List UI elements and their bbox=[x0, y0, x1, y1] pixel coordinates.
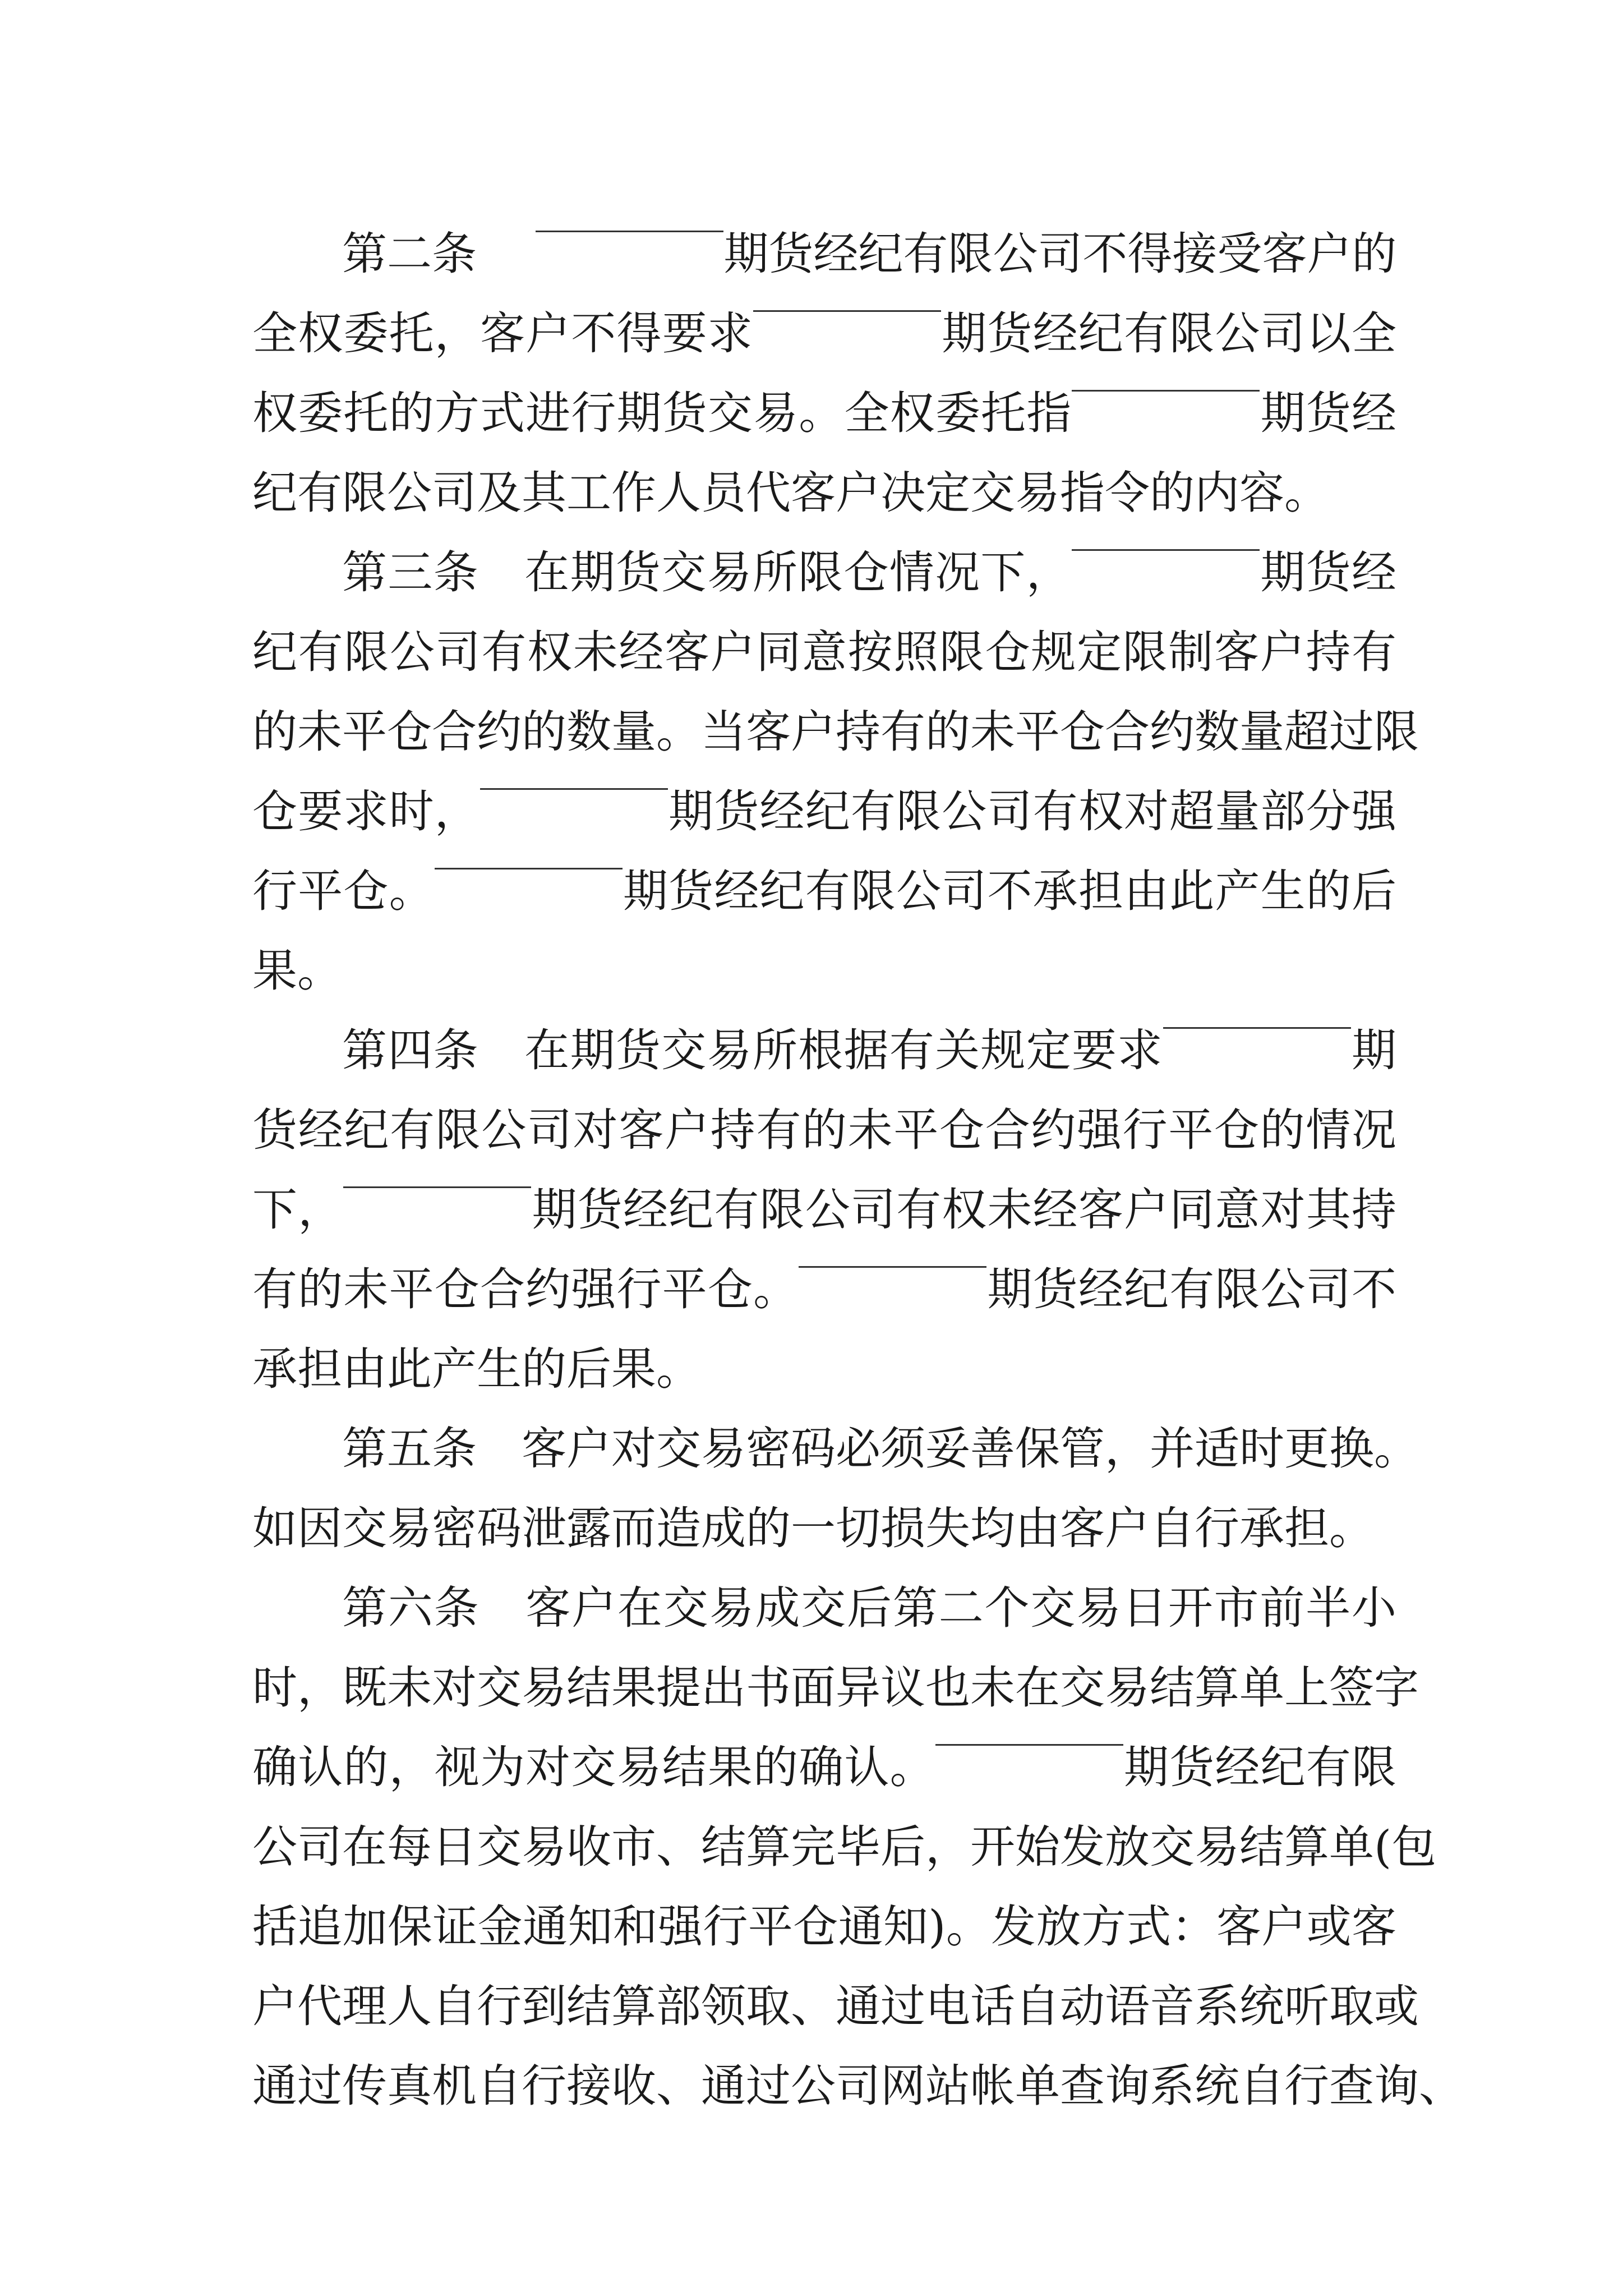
article-6-paragraph bbox=[252, 1568, 1464, 2126]
text-segment: 第六条 客户在交易成交后第二个交易日开市前半小 bbox=[342, 1582, 1396, 1634]
text-line bbox=[252, 1091, 1396, 1170]
text-segment: 全权委托，客户不得要求 bbox=[252, 307, 754, 360]
text-segment: 果。 bbox=[252, 945, 342, 997]
contract-text bbox=[252, 214, 1464, 2126]
text-line bbox=[252, 692, 1419, 772]
text-line bbox=[252, 2046, 1464, 2126]
text-segment: 下， bbox=[252, 1184, 344, 1236]
text-segment: 权委托的方式进行期货交易。全权委托指 bbox=[252, 387, 1072, 439]
text-segment: 承担由此产生的后果。 bbox=[252, 1343, 701, 1395]
text-line bbox=[252, 533, 1396, 613]
text-segment: 期货经纪有限公司不 bbox=[986, 1263, 1397, 1315]
text-line bbox=[252, 1648, 1419, 1728]
text-segment: 有的未平仓合约强行平仓。 bbox=[252, 1263, 799, 1315]
text-segment: 的未平仓合约的数量。当客户持有的未平仓合约数量超过限 bbox=[252, 706, 1419, 758]
text-segment: 纪有限公司及其工作人员代客户决定交易指令的内容。 bbox=[252, 467, 1329, 519]
text-segment: 期 bbox=[1350, 1024, 1397, 1076]
text-segment: 括追加保证金通知和强行平仓通知)。发放方式：客户或客 bbox=[252, 1901, 1396, 1953]
text-line bbox=[252, 1170, 1396, 1250]
text-segment: 期货经 bbox=[1260, 387, 1397, 439]
text-segment: 通过传真机自行接收、通过公司网站帐单查询系统自行查询、 bbox=[252, 2060, 1464, 2112]
fill-in-blank bbox=[435, 867, 623, 869]
text-segment: 期货经纪有限公司以全 bbox=[941, 307, 1397, 360]
text-line bbox=[252, 453, 1396, 533]
fill-in-blank bbox=[1072, 389, 1260, 392]
text-line bbox=[252, 1011, 1396, 1091]
text-line bbox=[252, 1489, 1396, 1568]
text-segment: 货经纪有限公司对客户持有的未平仓合约强行平仓的情况 bbox=[252, 1104, 1396, 1156]
text-segment: 期货经纪有限公司不承担由此产生的后 bbox=[622, 865, 1397, 917]
text-line bbox=[252, 1807, 1437, 1887]
text-line bbox=[252, 214, 1396, 294]
text-line bbox=[252, 374, 1396, 453]
text-segment: 第四条 在期货交易所根据有关规定要求 bbox=[342, 1024, 1163, 1076]
article-2-paragraph bbox=[252, 214, 1396, 533]
text-segment: 第二条 bbox=[342, 228, 536, 280]
article-4-paragraph bbox=[252, 1011, 1396, 1409]
fill-in-blank bbox=[480, 788, 668, 790]
fill-in-blank bbox=[536, 230, 723, 232]
text-segment: 第五条 客户对交易密码必须妥善保管，并适时更换。 bbox=[342, 1423, 1419, 1475]
fill-in-blank bbox=[753, 310, 941, 312]
text-segment: 期货经纪有限公司有权对超量部分强 bbox=[667, 785, 1396, 838]
fill-in-blank bbox=[1072, 549, 1260, 551]
text-segment: 期货经纪有限公司不得接受客户的 bbox=[723, 228, 1397, 280]
text-segment: 期货经纪有限 bbox=[1123, 1741, 1397, 1793]
article-3-paragraph bbox=[252, 533, 1419, 1011]
text-segment: 公司在每日交易收市、结算完毕后，开始发放交易结算单(包 bbox=[252, 1821, 1437, 1873]
text-line bbox=[252, 1887, 1396, 1967]
text-line bbox=[252, 1728, 1396, 1807]
text-line bbox=[252, 1568, 1396, 1648]
text-segment: 户代理人自行到结算部领取、通过电话自动语音系统听取或 bbox=[252, 1980, 1419, 2032]
fill-in-blank bbox=[935, 1743, 1123, 1746]
text-segment: 如因交易密码泄露而造成的一切损失均由客户自行承担。 bbox=[252, 1502, 1374, 1554]
text-line bbox=[252, 931, 1396, 1011]
fill-in-blank bbox=[1163, 1027, 1351, 1029]
text-segment: 仓要求时， bbox=[252, 785, 480, 838]
text-line bbox=[252, 1967, 1419, 2046]
article-5-paragraph bbox=[252, 1409, 1419, 1568]
fill-in-blank bbox=[343, 1186, 531, 1188]
text-line bbox=[252, 1250, 1396, 1329]
text-segment: 行平仓。 bbox=[252, 865, 435, 917]
text-segment: 时，既未对交易结果提出书面异议也未在交易结算单上签字 bbox=[252, 1662, 1419, 1714]
text-segment: 确认的，视为对交易结果的确认。 bbox=[252, 1741, 935, 1793]
text-line bbox=[252, 852, 1396, 931]
text-line bbox=[252, 294, 1396, 374]
text-line bbox=[252, 1409, 1419, 1489]
text-line bbox=[252, 772, 1396, 852]
text-line bbox=[252, 613, 1396, 692]
text-segment: 期货经 bbox=[1260, 546, 1397, 599]
fill-in-blank bbox=[799, 1266, 986, 1268]
text-line bbox=[252, 1329, 1396, 1409]
text-segment: 第三条 在期货交易所限仓情况下， bbox=[342, 546, 1072, 599]
text-segment: 纪有限公司有权未经客户同意按照限仓规定限制客户持有 bbox=[252, 626, 1396, 678]
text-segment: 期货经纪有限公司有权未经客户同意对其持 bbox=[531, 1184, 1397, 1236]
